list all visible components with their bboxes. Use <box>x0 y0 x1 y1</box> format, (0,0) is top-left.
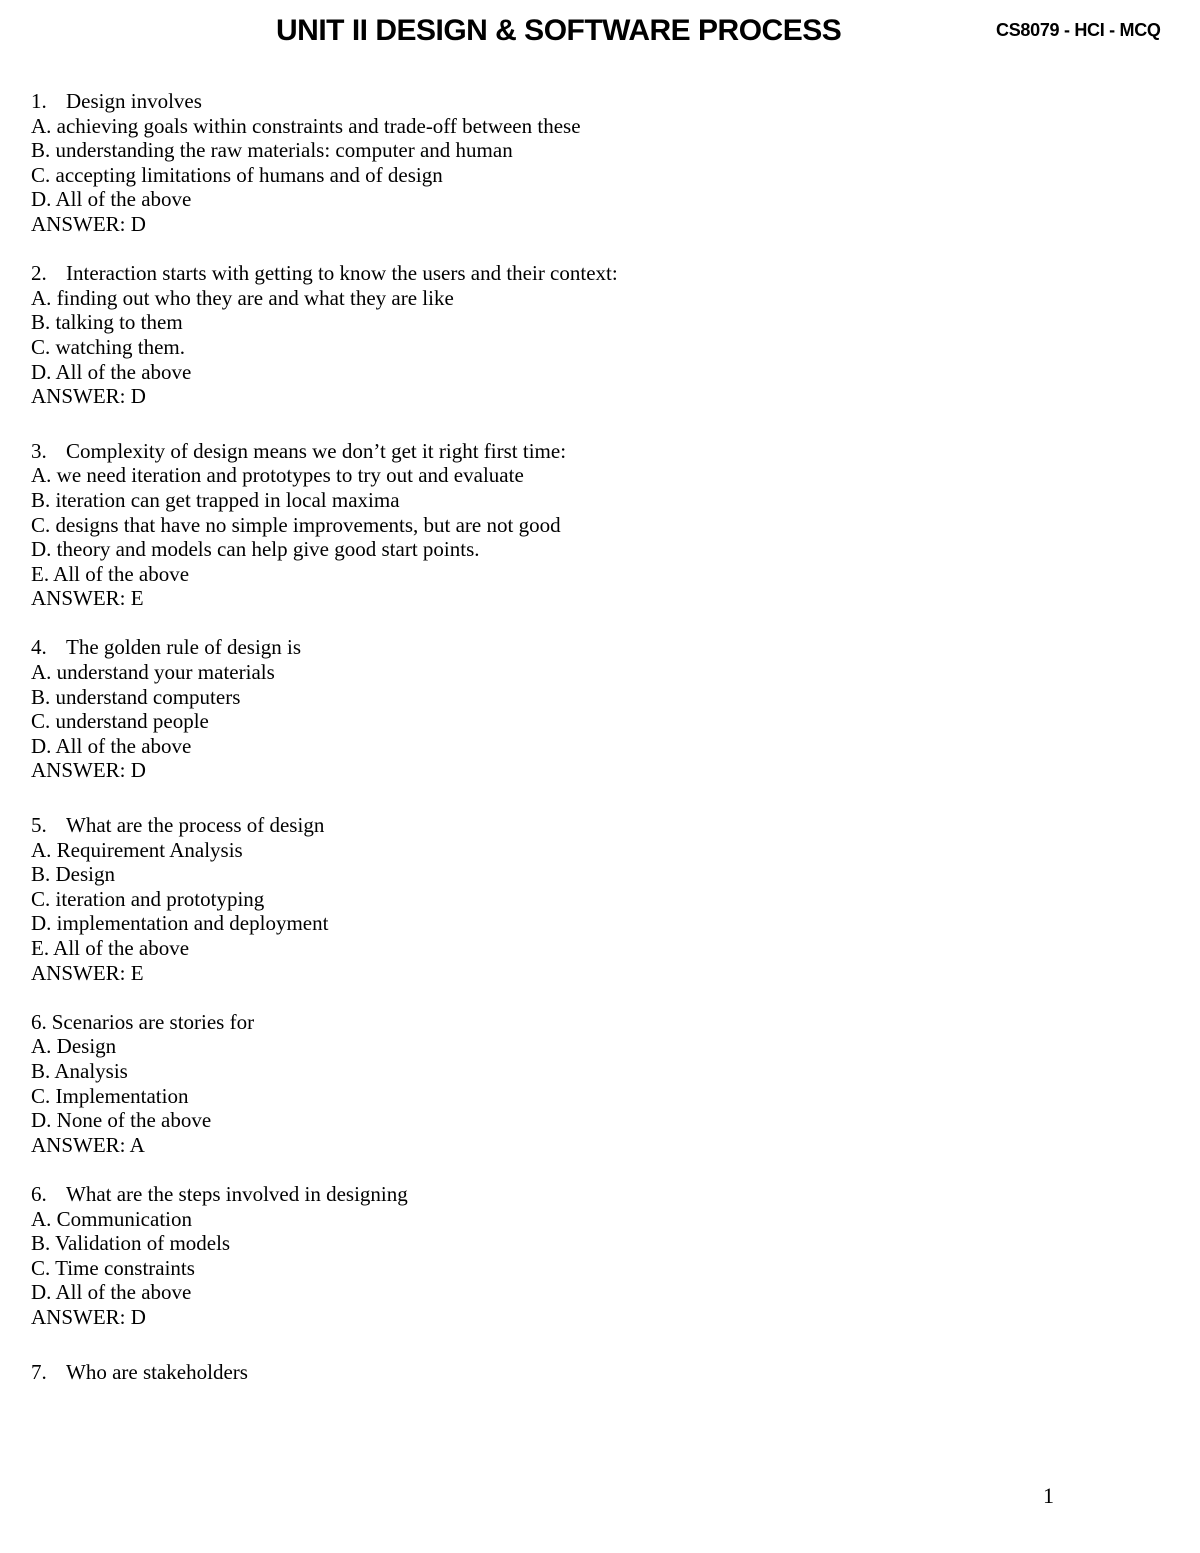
option-c: C. Time constraints <box>31 1255 195 1280</box>
option-b: B. Design <box>31 862 115 887</box>
option-b: B. understand computers <box>31 684 241 709</box>
answer: ANSWER: E <box>31 586 144 611</box>
answer: ANSWER: A <box>31 1132 145 1157</box>
option-b: B. understanding the raw materials: computer and human <box>31 138 513 163</box>
question-prompt: Design involves <box>66 89 202 113</box>
option-e: E. All of the above <box>31 561 190 586</box>
answer: ANSWER: D <box>31 1304 146 1329</box>
option-b: B. Validation of models <box>31 1231 231 1256</box>
option-d: D. All of the above <box>31 359 192 384</box>
option-d: D. All of the above <box>31 1280 192 1305</box>
option-d: D. All of the above <box>31 187 192 212</box>
question-list <box>31 89 1151 1409</box>
option-c: C. watching them. <box>31 334 185 359</box>
question-5 <box>31 813 1151 985</box>
question-prompt: Scenarios are stories for <box>51 1009 255 1034</box>
question-2 <box>31 261 1151 409</box>
option-c: C. Implementation <box>31 1083 189 1108</box>
question-prompt: Interaction starts with getting to know the users and their context: <box>66 261 618 286</box>
page-header <box>0 0 1200 70</box>
question-prompt: What are the steps involved in designing <box>66 1181 408 1206</box>
question-7 <box>31 1360 1151 1385</box>
question-text <box>31 1010 1151 1035</box>
question-number: 6. <box>31 1009 47 1034</box>
question-text <box>31 813 1151 838</box>
question-prompt: Complexity of design means we don’t get it right first time: <box>66 438 567 463</box>
question-prompt: Who are stakeholders <box>66 1359 248 1384</box>
option-c: C. understand people <box>31 709 209 734</box>
option-a: A. finding out who they are and what they are like <box>31 285 454 310</box>
question-prompt: The golden rule of design is <box>66 635 302 660</box>
question-6a <box>31 1010 1151 1158</box>
question-4 <box>31 635 1151 783</box>
page-number: 1 <box>1043 1483 1054 1508</box>
question-number: 1. <box>31 89 47 113</box>
option-d: D. None of the above <box>31 1108 212 1133</box>
question-text <box>31 1182 1151 1207</box>
option-e: E. All of the above <box>31 936 190 960</box>
answer: ANSWER: D <box>31 384 146 409</box>
option-b: B. Analysis <box>31 1058 128 1083</box>
answer: ANSWER: D <box>31 758 146 783</box>
question-number: 3. <box>31 438 47 463</box>
option-a: A. understand your materials <box>31 660 275 685</box>
option-c: C. iteration and prototyping <box>31 886 265 911</box>
option-a: A. we need iteration and prototypes to try out and evaluate <box>31 463 524 488</box>
question-prompt: What are the process of design <box>66 813 325 838</box>
question-number: 7. <box>31 1359 47 1384</box>
option-d: D. All of the above <box>31 733 192 758</box>
question-text <box>31 1360 1151 1385</box>
question-number: 2. <box>31 261 47 286</box>
question-text <box>31 89 1151 114</box>
option-b: B. talking to them <box>31 310 183 335</box>
option-b: B. iteration can get trapped in local maxima <box>31 487 400 512</box>
question-text <box>31 635 1151 660</box>
option-c: C. accepting limitations of humans and of design <box>31 162 443 187</box>
page-title: UNIT II DESIGN & SOFTWARE PROCESS <box>276 14 842 47</box>
question-text <box>31 261 1151 286</box>
question-1 <box>31 89 1151 237</box>
question-number: 5. <box>31 813 47 838</box>
option-a: A. Design <box>31 1034 117 1059</box>
option-d: D. theory and models can help give good start points. <box>31 537 480 562</box>
question-number: 6. <box>31 1181 47 1206</box>
question-text <box>31 439 1151 464</box>
answer: ANSWER: D <box>31 211 146 236</box>
question-6b <box>31 1182 1151 1330</box>
option-a: A. Communication <box>31 1206 192 1231</box>
option-a: A. Requirement Analysis <box>31 837 243 862</box>
option-a: A. achieving goals within constraints and trade-off between these <box>31 113 581 138</box>
question-number: 4. <box>31 635 47 660</box>
course-code: CS8079 - HCI - MCQ <box>996 20 1161 40</box>
answer: ANSWER: E <box>31 960 144 985</box>
option-c: C. designs that have no simple improvements, but are not good <box>31 512 561 537</box>
question-3 <box>31 439 1151 611</box>
option-d: D. implementation and deployment <box>31 911 329 936</box>
